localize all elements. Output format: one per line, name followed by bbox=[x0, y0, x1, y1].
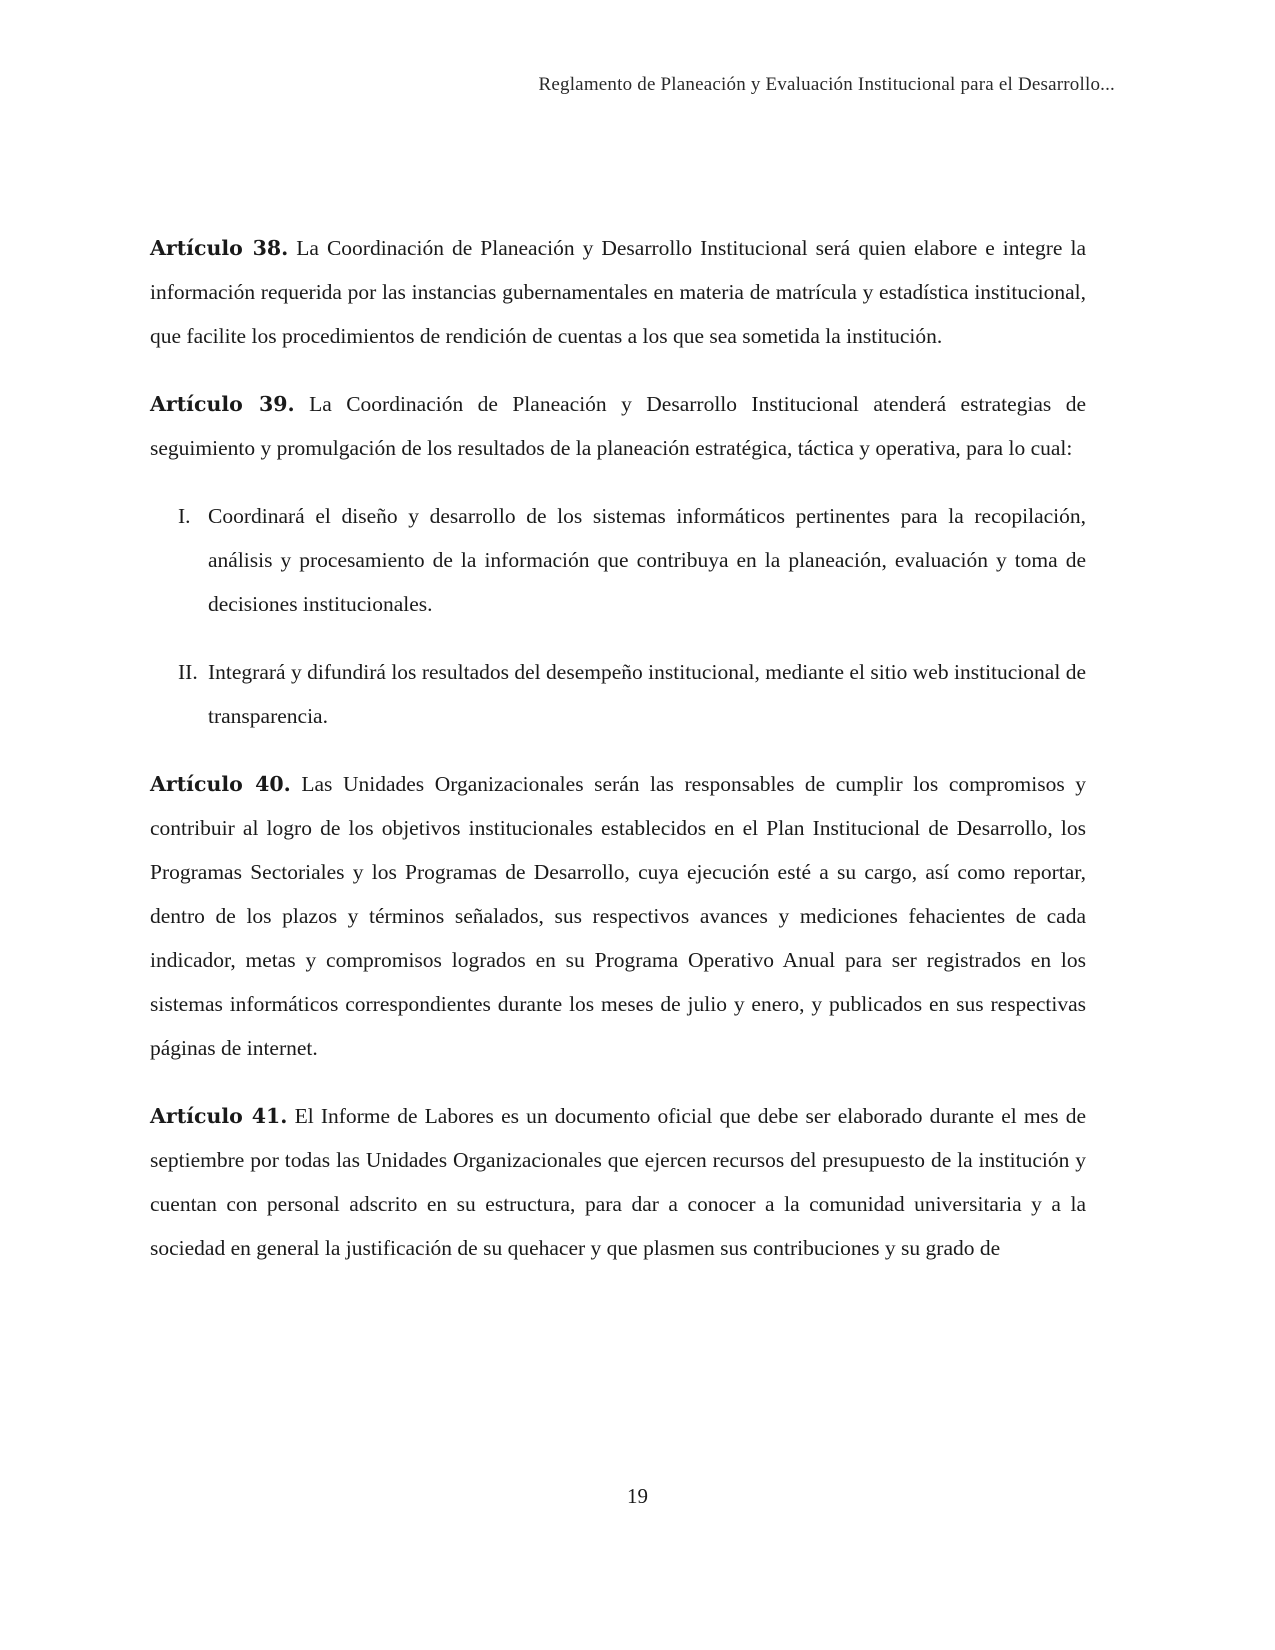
article-label: Artículo 41. bbox=[150, 1104, 288, 1128]
article-40 bbox=[150, 762, 1086, 1070]
fraction-text: Integrará y difundirá los resultados del desempeño institucional, mediante el sitio web institucional de transparencia. bbox=[208, 660, 1086, 728]
running-header: Reglamento de Planeación y Evaluación Institucional para el Desarrollo... bbox=[538, 74, 1115, 95]
article-text: El Informe de Labores es un documento oficial que debe ser elaborado durante el mes de septiembre por todas las Unidades Organizacionales que ejercen recursos del presupuesto de la institución y cuentan con personal adscrito en su estructura, para dar a conocer a la comunidad universitaria y a la sociedad en general la justificación de su quehacer y que plasmen sus contribuciones y su grado de bbox=[150, 1104, 1086, 1260]
article-label: Artículo 39. bbox=[150, 392, 295, 416]
page-number: 19 bbox=[627, 1484, 648, 1508]
document-body bbox=[150, 226, 1086, 1294]
fraction-numeral: II. bbox=[178, 660, 198, 684]
article-label: Artículo 40. bbox=[150, 772, 291, 796]
article-39 bbox=[150, 382, 1086, 470]
article-text: Las Unidades Organizacionales serán las responsables de cumplir los compromisos y contribuir al logro de los objetivos institucionales establecidos en el Plan Institucional de Desarrollo, los Programas Sectoriales y los Programas de Desarrollo, cuya ejecución esté a su cargo, así como reportar, dentro de los plazos y términos señalados, sus respectivos avances y mediciones fehacientes de cada indicador, metas y compromisos logrados en su Programa Operativo Anual para ser registrados en los sistemas informáticos correspondientes durante los meses de julio y enero, y publicados en sus respectivas páginas de internet. bbox=[150, 772, 1086, 1060]
article-label: Artículo 38. bbox=[150, 236, 289, 260]
fraction-text: Coordinará el diseño y desarrollo de los sistemas informáticos pertinentes para la recopilación, análisis y procesamiento de la información que contribuya en la planeación, evaluación y toma de decisiones institucionales. bbox=[208, 504, 1086, 616]
fraction-item bbox=[150, 650, 1086, 738]
fraction-item bbox=[150, 494, 1086, 626]
fraction-numeral: I. bbox=[178, 504, 191, 528]
article-39-fractions bbox=[150, 494, 1086, 738]
article-text: La Coordinación de Planeación y Desarrollo Institucional será quien elabore e integre la información requerida por las instancias gubernamentales en materia de matrícula y estadística institucional, que facilite los procedimientos de rendición de cuentas a los que sea sometida la institución. bbox=[150, 236, 1086, 348]
article-41 bbox=[150, 1094, 1086, 1270]
article-38 bbox=[150, 226, 1086, 358]
article-text: La Coordinación de Planeación y Desarrollo Institucional atenderá estrategias de seguimiento y promulgación de los resultados de la planeación estratégica, táctica y operativa, para lo cual: bbox=[150, 392, 1086, 460]
